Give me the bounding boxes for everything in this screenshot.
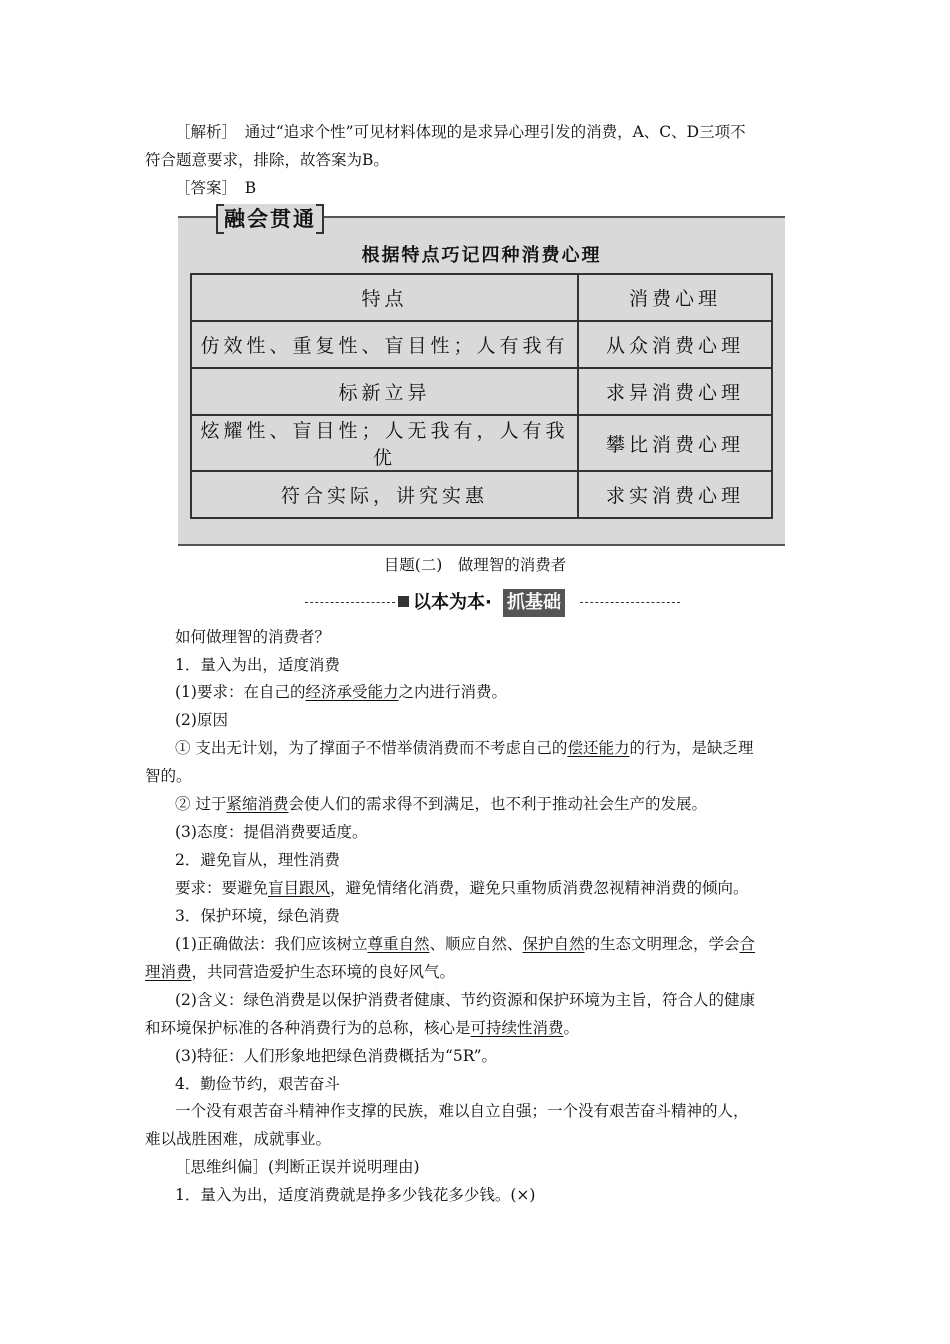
box-bottom-rule [178, 544, 785, 546]
paragraph: 要求：要避免盲目跟风，避免情绪化消费，避免只重物质消费忽视精神消费的倾向。 [175, 879, 749, 897]
paragraph: 1．量入为出，适度消费就是挣多少钱花多少钱。(×) [175, 1186, 536, 1204]
box-tag: 融会贯通 [216, 204, 324, 234]
table-row [191, 415, 772, 471]
question: 如何做理智的消费者？ [175, 628, 331, 646]
table-cell: 从众消费心理 [578, 321, 772, 368]
paragraph: (1)要求：在自己的经济承受能力之内进行消费。 [175, 683, 507, 701]
banner-dash-left [305, 602, 395, 603]
banner-highlight: 抓基础 [503, 589, 565, 617]
table-row [191, 321, 772, 368]
box-title: 根据特点巧记四种消费心理 [361, 245, 602, 266]
section-banner [305, 589, 680, 617]
table-cell: 符合实际，讲究实惠 [191, 471, 578, 518]
paragraph: 理消费，共同营造爱护生态环境的良好风气。 [145, 963, 456, 981]
paragraph: (3)态度：提倡消费要适度。 [175, 823, 368, 841]
table-header-cell: 特点 [191, 274, 578, 321]
paragraph: (1)正确做法：我们应该树立尊重自然、顺应自然、保护自然的生态文明理念，学会合 [175, 935, 756, 953]
table-header-cell: 消费心理 [578, 274, 772, 321]
paragraph: 智的。 [145, 767, 192, 785]
paragraph: 一个没有艰苦奋斗精神作支撑的民族，难以自立自强；一个没有艰苦奋斗精神的人， [175, 1102, 749, 1120]
heading-2: 2．避免盲从，理性消费 [175, 851, 340, 869]
answer-line: ［答案］ B [175, 179, 257, 197]
analysis-line-2: 符合题意要求，排除，故答案为B。 [145, 151, 389, 169]
table-header-row [191, 274, 772, 321]
paragraph: (3)特征：人们形象地把绿色消费概括为“5R”。 [175, 1047, 497, 1065]
section-title: 目题(二) 做理智的消费者 [383, 556, 567, 574]
paragraph: (2)含义：绿色消费是以保护消费者健康、节约资源和保护环境为主旨，符合人的健康 [175, 991, 755, 1009]
banner-text: 以本为本· [413, 592, 492, 613]
analysis-line-1: ［解析］ 通过“追求个性”可见材料体现的是求异心理引发的消费，A、C、D三项不 [175, 123, 746, 141]
square-icon [398, 596, 409, 607]
heading-1: 1．量入为出，适度消费 [175, 656, 340, 674]
paragraph: (2)原因 [175, 711, 228, 729]
table-cell: 求实消费心理 [578, 471, 772, 518]
table-cell: 攀比消费心理 [578, 415, 772, 471]
paragraph: ② 过于紧缩消费会使人们的需求得不到满足，也不利于推动社会生产的发展。 [175, 795, 707, 813]
heading-4: 4．勤俭节约，艰苦奋斗 [175, 1075, 340, 1093]
table-cell: 标新立异 [191, 368, 578, 415]
table-cell: 求异消费心理 [578, 368, 772, 415]
banner-dash-right [580, 602, 680, 603]
paragraph: 难以战胜困难，成就事业。 [145, 1130, 332, 1148]
paragraph: ［思维纠偏］(判断正误并说明理由) [175, 1158, 420, 1176]
paragraph: 和环境保护标准的各种消费行为的总称，核心是可持续性消费。 [145, 1019, 580, 1037]
paragraph: ① 支出无计划，为了撑面子不惜举债消费而不考虑自己的偿还能力的行为，是缺乏理 [175, 739, 754, 757]
table-row [191, 368, 772, 415]
table-cell: 炫耀性、盲目性；人无我有，人有我优 [191, 415, 578, 471]
psychology-table [190, 273, 773, 519]
heading-3: 3．保护环境，绿色消费 [175, 907, 340, 925]
table-cell: 仿效性、重复性、盲目性；人有我有 [191, 321, 578, 368]
table-row [191, 471, 772, 518]
